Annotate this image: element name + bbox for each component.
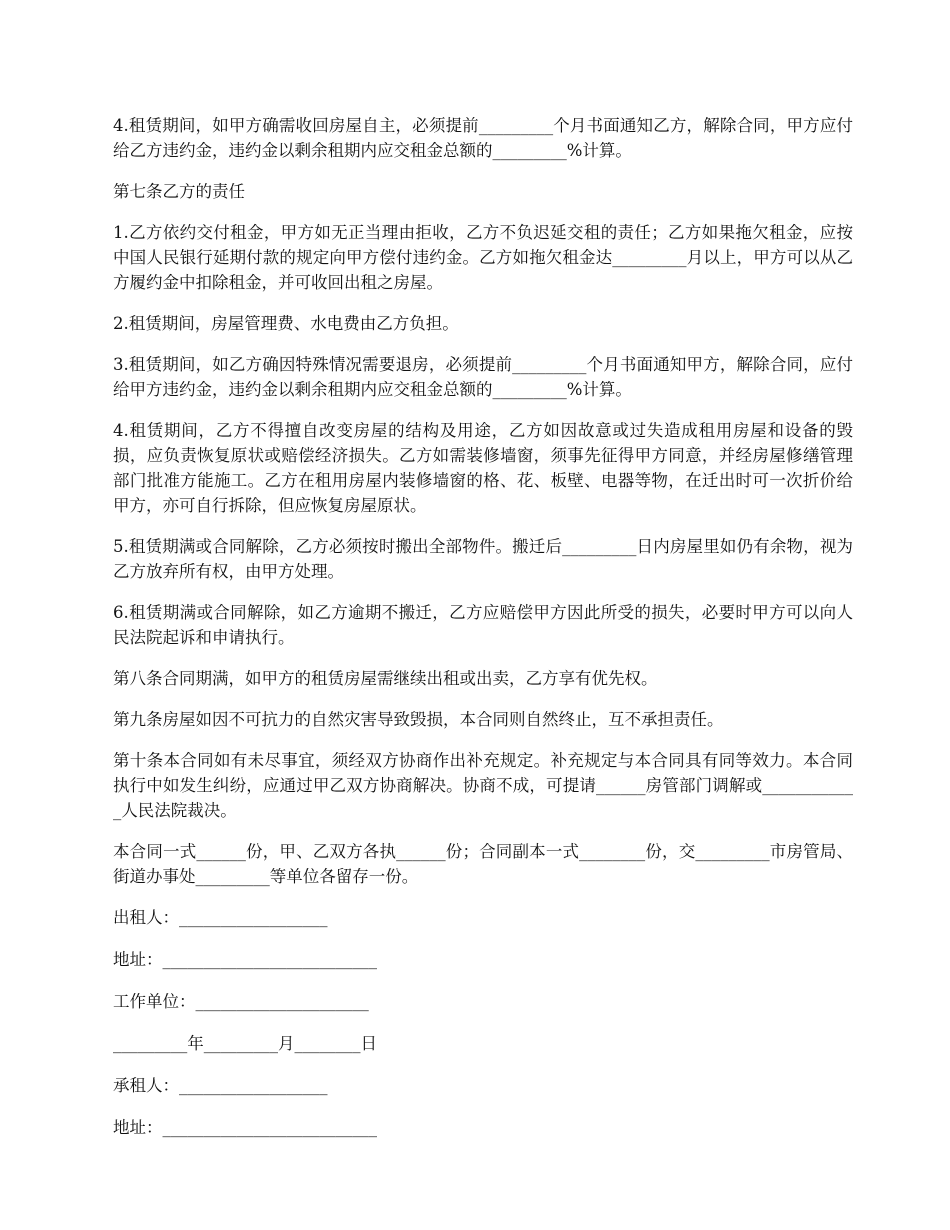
article-9: 第九条房屋如因不可抗力的自然灾害导致毁损，本合同则自然终止，互不承担责任。 (113, 710, 724, 729)
article-8: 第八条合同期满，如甲方的租赁房屋需继续出租或出卖，乙方享有优先权。 (113, 669, 658, 688)
clause-7-item-3: 3.租赁期间，如乙方确因特殊情况需要退房，必须提前_________个月书面通知甲方，解除合同，应付给甲方违约金，违约金以剩余租期内应交租金总额的_________%计算。 (113, 355, 853, 399)
lessee-address-line: 地址：__________________________ (113, 1118, 377, 1137)
clause-7-item-4: 4.租赁期间，乙方不得擅自改变房屋的结构及用途，乙方如因故意或过失造成租用房屋和设备的毁损，应负责恢复原状或赔偿经济损失。乙方如需装修墙窗，须事先征得甲方同意，并经房屋修缮管理部门批准方能施工。乙方在租用房屋内装修墙窗的格、花、板壁、电器等物，在迁出时可一次折价给甲方，亦可自行拆除，但应恢复房屋原状。 (113, 421, 853, 515)
clause-6-item-4: 4.租赁期间，如甲方确需收回房屋自主，必须提前_________个月书面通知乙方，解除合同，甲方应付给乙方违约金，违约金以剩余租期内应交租金总额的_________%计算。 (113, 116, 853, 160)
article-7-heading: 第七条乙方的责任 (113, 182, 245, 201)
article-10: 第十条本合同如有未尽事宜，须经双方协商作出补充规定。补充规定与本合同具有同等效力。本合同执行中如发生纠纷，应通过甲乙双方协商解决。协商不成，可提请______房管部门调解或____________人民法院裁决。 (113, 751, 853, 820)
employer-line: 工作单位：_____________________ (113, 992, 369, 1011)
clause-7-item-2: 2.租赁期间，房屋管理费、水电费由乙方负担。 (113, 314, 459, 333)
clause-7-item-6: 6.租赁期满或合同解除，如乙方逾期不搬迁，乙方应赔偿甲方因此所受的损失，必要时甲方可以向人民法院起诉和申请执行。 (113, 603, 853, 647)
clause-7-item-1: 1.乙方依约交付租金，甲方如无正当理由拒收，乙方不负迟延交租的责任；乙方如果拖欠租金，应按中国人民银行延期付款的规定向甲方偿付违约金。乙方如拖欠租金达_________月以上，甲方可以从乙方履约金中扣除租金，并可收回出租之房屋。 (113, 223, 853, 292)
clause-7-item-5: 5.租赁期满或合同解除，乙方必须按时搬出全部物件。搬迁后_________日内房屋里如仍有余物，视为乙方放弃所有权，由甲方处理。 (113, 537, 853, 581)
lessor-signature-line: 出租人：__________________ (113, 908, 328, 927)
copies-clause: 本合同一式______份，甲、乙双方各执______份；合同副本一式________份，交_________市房管局、街道办事处_________等单位各留存一份。 (113, 842, 853, 886)
document-body (113, 113, 853, 1157)
lessor-address-line: 地址：__________________________ (113, 950, 377, 969)
date-line: _________年_________月________日 (113, 1034, 377, 1053)
lessee-signature-line: 承租人：__________________ (113, 1076, 328, 1095)
